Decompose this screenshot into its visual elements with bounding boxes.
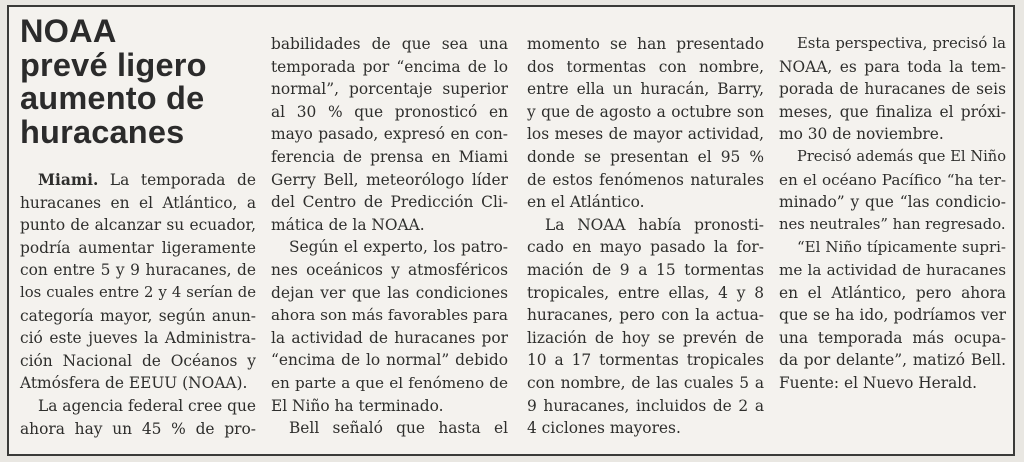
text-line: porada de huracanes de seis [779, 80, 1006, 99]
text-line: meses, que finaliza el próxi- [779, 102, 1006, 121]
text-line: Precisó además que El Niño [797, 147, 1006, 165]
text-line: podría aumentar ligeramente [20, 238, 256, 257]
text-line: de estos fenómenos naturales [527, 170, 764, 189]
text-line: en el Atlántico, pero ahora [779, 283, 1006, 302]
text-line: ferencia de prensa en Miami [271, 147, 508, 166]
text-line: nes oceánicos y atmosféricos [271, 260, 508, 279]
text-line: La NOAA había pronosti- [545, 215, 764, 234]
text-line: El Niño ha terminado. [271, 396, 444, 415]
text-line: huracanes en el Atlántico, a [20, 193, 256, 212]
text-line: categoría mayor, según anun- [20, 306, 256, 325]
text-fragment: La temporada de [98, 171, 256, 189]
text-line: mayo pasado, expresó en con- [271, 125, 508, 144]
text-line: mo 30 de noviembre. [779, 125, 944, 144]
text-line: Atmósfera de EEUU (NOAA). [20, 374, 248, 393]
text-line: Gerry Bell, meteorólogo líder [271, 170, 508, 189]
column-body [20, 169, 256, 440]
headline-line: NOAA [20, 13, 117, 49]
text-line: momento se han presentado [527, 35, 764, 53]
text-line: nes neutrales” han regresado. [779, 215, 1006, 233]
text-line: ción Nacional de Océanos y [20, 351, 256, 370]
article-column-4 [779, 33, 1006, 395]
text-line: me la actividad de huracanes [779, 260, 1006, 279]
article-column-3 [527, 33, 764, 440]
text-line: al 30 % que pronosticó en [271, 102, 508, 121]
text-line: mación de 9 a 15 tormentas [527, 260, 764, 279]
text-line: en el Atlántico. [527, 193, 645, 212]
text-line: ció este jueves la Administra- [20, 329, 256, 348]
text-line: entre ella un huracán, Barry, [527, 80, 764, 99]
text-line: normal”, porcentaje superior [271, 80, 508, 99]
text-line: ahora hay un 45 % de pro- [20, 419, 256, 438]
dateline: Miami. [38, 171, 99, 189]
text-line: NOAA, es para toda la tem- [779, 57, 1006, 76]
text-line: mática de la NOAA. [271, 215, 425, 234]
text-line: babilidades de que sea una [271, 35, 508, 53]
text-line: “El Niño típicamente supri- [797, 238, 1006, 257]
text-line: Fuente: el Nuevo Herald. [779, 373, 977, 392]
text-line: 10 a 17 tormentas tropicales [527, 351, 764, 370]
text-line: y que de agosto a octubre son [527, 102, 764, 121]
text-line: 4 ciclones mayores. [527, 419, 681, 438]
text-line: dos tormentas con nombre, [527, 57, 764, 76]
article-column-2 [271, 33, 508, 440]
text-line: una temporada más ocupa- [779, 328, 1006, 347]
text-line [20, 169, 256, 192]
text-line: con nombre, de las cuales 5 a [527, 373, 764, 392]
text-line: cado en mayo pasado la for- [527, 238, 764, 257]
text-line: Bell señaló que hasta el [289, 419, 508, 438]
headline-line: prevé ligero [20, 46, 207, 83]
text-line: con entre 5 y 9 huracanes, de [20, 261, 256, 280]
headline-line: aumento de [20, 80, 205, 116]
text-line: lización de hoy se prevén de [527, 328, 764, 347]
article-column-1 [20, 7, 256, 440]
headline-line: huracanes [20, 113, 185, 150]
text-line: Según el experto, los patro- [289, 238, 508, 257]
text-line: temporada por “encima de lo [271, 57, 508, 76]
text-line: da por delante”, matizó Bell. [779, 351, 1006, 370]
news-clipping [7, 5, 1015, 456]
text-line: donde se presentan el 95 % [527, 147, 764, 166]
text-line: dejan ver que las condiciones [271, 283, 508, 302]
text-line: minado” y que “las condicio- [779, 193, 1006, 212]
text-line: ahora son más favorables para [271, 306, 508, 325]
text-line: huracanes, pero con la actua- [527, 306, 764, 325]
text-line: la actividad de huracanes por [271, 328, 508, 347]
text-line: “encima de lo normal” debido [271, 351, 508, 370]
text-line: en parte a que el fenómeno de [271, 373, 508, 392]
text-line: del Centro de Predicción Cli- [271, 193, 508, 212]
text-line: en el océano Pacífico “ha ter- [779, 170, 1006, 189]
text-line: tropicales, entre ellas, 4 y 8 [527, 283, 764, 302]
headline [20, 15, 256, 149]
text-line: punto de alcanzar su ecuador, [20, 216, 256, 235]
text-line: los cuales entre 2 y 4 serían de [20, 283, 256, 301]
text-line: Esta perspectiva, precisó la [797, 35, 1006, 52]
text-line: los meses de mayor actividad, [527, 125, 764, 144]
text-line: 9 huracanes, incluidos de 2 a [527, 396, 764, 415]
text-line: que se ha ido, podríamos ver [779, 306, 1006, 325]
text-line: La agencia federal cree que [38, 396, 257, 415]
